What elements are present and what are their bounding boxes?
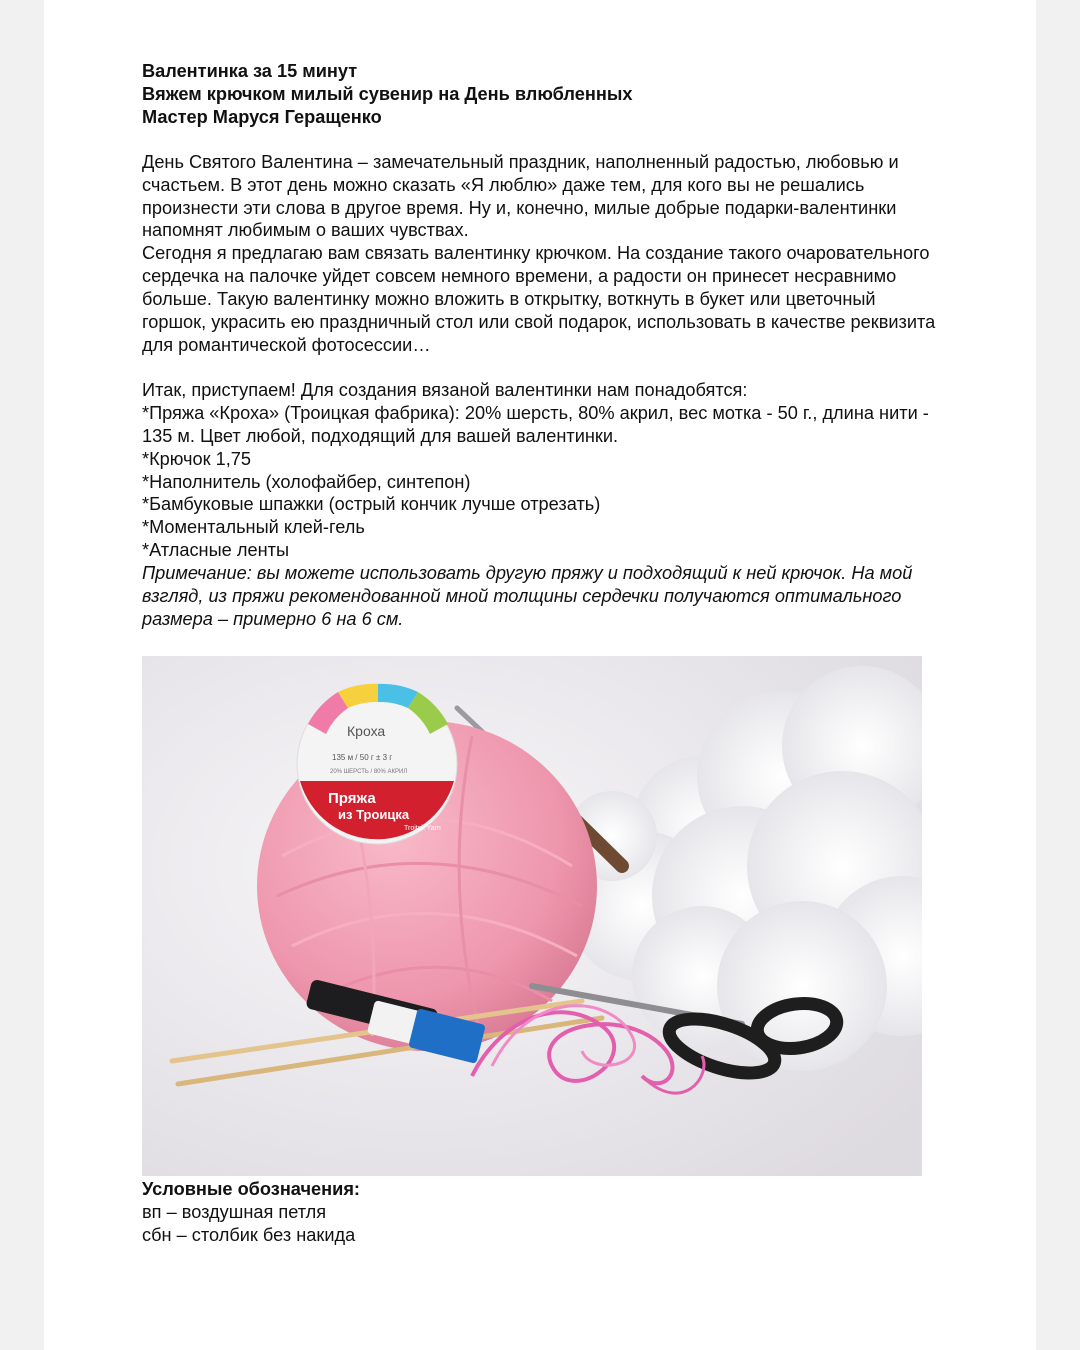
material-item: *Пряжа «Кроха» (Троицкая фабрика): 20% шерсть, 80% акрил, вес мотка - 50 г., длина нити - 135 м. Цвет любой, подходящий для вашей валентинки.: [142, 402, 929, 446]
intro-section: [142, 151, 942, 357]
document-heading: [142, 60, 942, 129]
document-author: Мастер Маруся Геращенко: [142, 106, 382, 127]
material-item: *Моментальный клей-гель: [142, 517, 365, 538]
label-brand: Кроха: [347, 723, 386, 739]
document-title: Валентинка за 15 минут: [142, 61, 358, 81]
materials-section: [142, 379, 942, 631]
material-item: *Наполнитель (холофайбер, синтепон): [142, 471, 471, 492]
materials-photo: [142, 656, 922, 1176]
legend-section: [142, 1178, 360, 1247]
label-spec: 135 м / 50 г ± 3 г: [332, 753, 393, 762]
label-maker-line2: из Троицка: [338, 807, 410, 822]
materials-note: Примечание: вы можете использовать другую пряжу и подходящий к ней крючок. На мой взгляд, из пряжи рекомендованной мной толщины сердечки получаются оптимального размера – примерно 6 на 6 см.: [142, 563, 913, 629]
material-item: *Бамбуковые шпажки (острый кончик лучше отрезать): [142, 494, 601, 515]
yarn-label: [297, 684, 457, 844]
legend-item: сбн – столбик без накида: [142, 1225, 356, 1245]
legend-item: вп – воздушная петля: [142, 1202, 327, 1222]
material-item: *Атласные ленты: [142, 540, 290, 561]
label-maker-line1: Пряжа: [328, 790, 376, 807]
document-content: [142, 60, 942, 631]
material-item: *Крючок 1,75: [142, 448, 252, 469]
legend-title: Условные обозначения:: [142, 1179, 360, 1199]
intro-paragraph-2: Сегодня я предлагаю вам связать валентинку крючком. На создание такого очаровательного сердечка на палочке уйдет совсем немного времени, а радости он принесет несравнимо больше. Такую валентинку можно вложить в открытку, воткнуть в букет или цветочный горшок, украсить ею праздничный стол или свой подарок, использовать в качестве реквизита для романтической фотосессии…: [142, 243, 936, 355]
document-subtitle: Вяжем крючком милый сувенир на День влюбленных: [142, 83, 633, 104]
label-maker-line3: Troitsk Yarn: [404, 825, 441, 832]
materials-lead: Итак, приступаем! Для создания вязаной валентинки нам понадобятся:: [142, 379, 748, 400]
label-fiber: 20% ШЕРСТЬ / 80% АКРИЛ: [330, 769, 408, 775]
intro-paragraph-1: День Святого Валентина – замечательный праздник, наполненный радостью, любовью и счастьем. В этот день можно сказать «Я люблю» даже тем, для кого вы не решались произнести эти слова в другое время. Ну и, конечно, милые добрые подарки-валентинки напомнят любимым о ваших чувствах.: [142, 151, 899, 241]
